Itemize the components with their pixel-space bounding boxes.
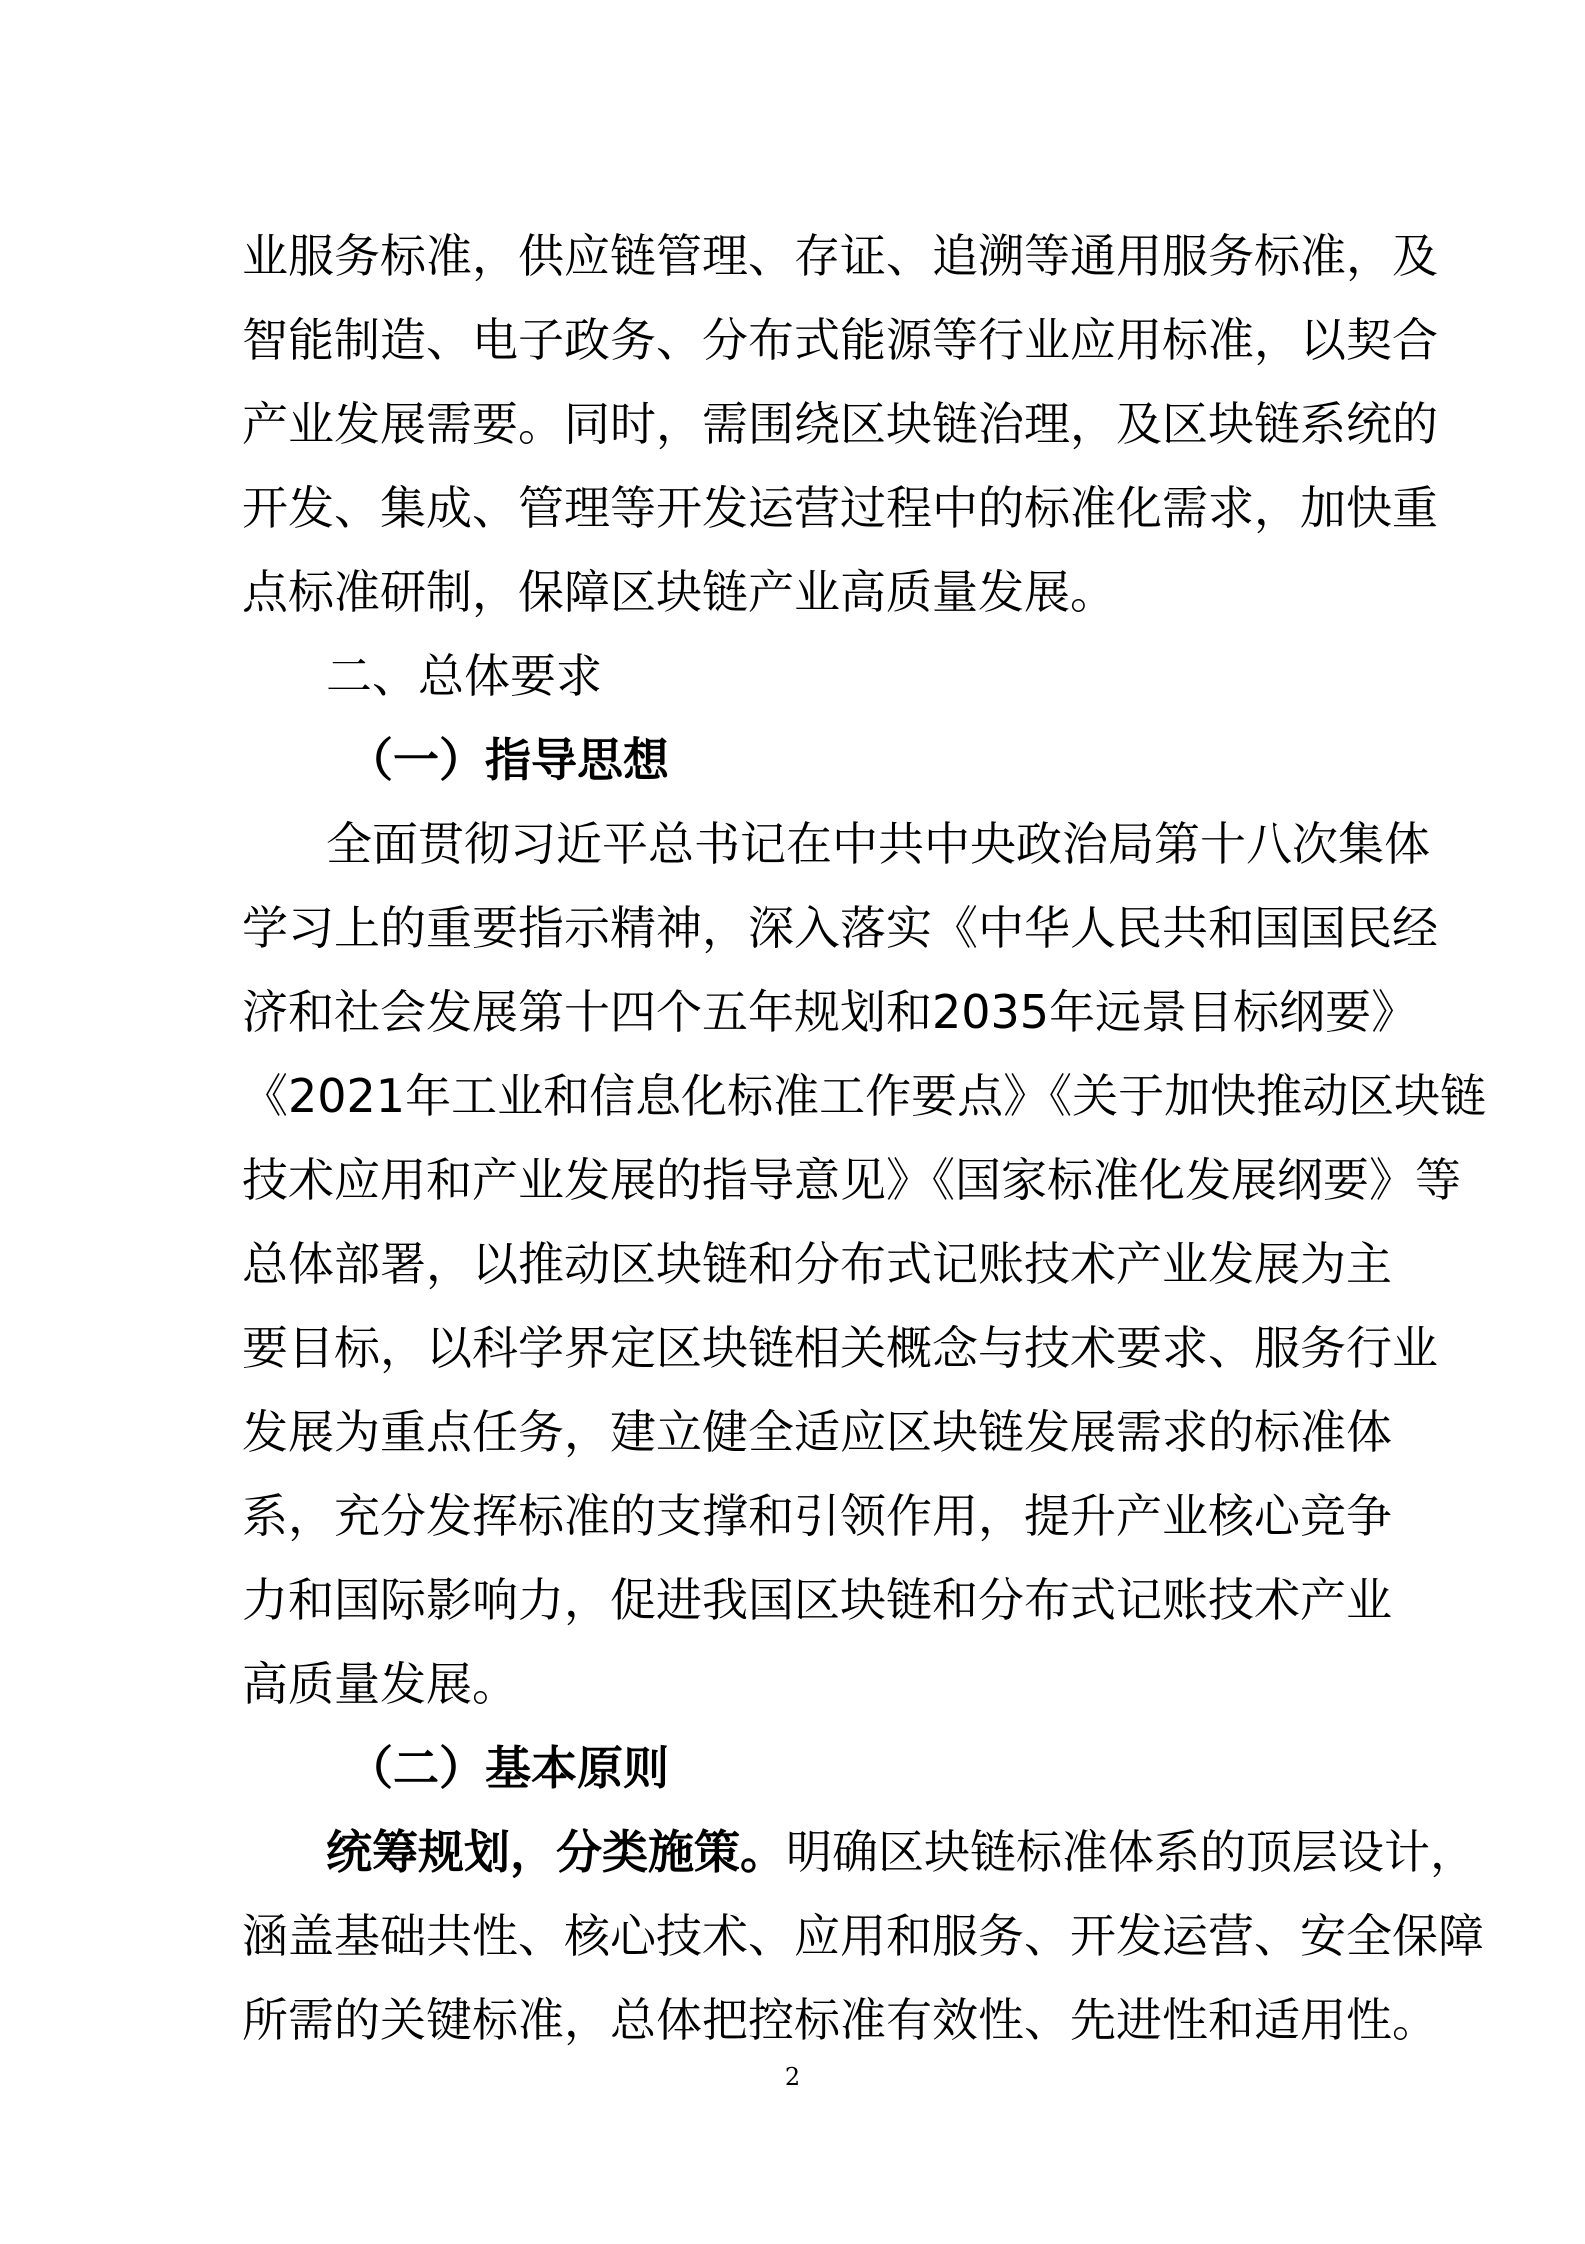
paragraph-line: 业服务标准，供应链管理、存证、追溯等通用服务标准，及	[242, 229, 1438, 283]
principle-text: 明确区块链标准体系的顶层设计，	[786, 1825, 1476, 1879]
paragraph-line: 点标准研制，保障区块链产业高质量发展。	[242, 565, 1116, 619]
paragraph-line: 高质量发展。	[242, 1657, 518, 1711]
paragraph-line: 开发、集成、管理等开发运营过程中的标准化需求，加快重	[242, 481, 1438, 535]
subsection-heading: （二）基本原则	[347, 1741, 669, 1795]
paragraph-line: 学习上的重要指示精神，深入落实《中华人民共和国国民经	[242, 901, 1438, 955]
page-number: 2	[784, 2063, 801, 2091]
paragraph-line: 智能制造、电子政务、分布式能源等行业应用标准，以契合	[242, 313, 1438, 367]
paragraph-line: 系，充分发挥标准的支撑和引领作用，提升产业核心竞争	[242, 1489, 1392, 1543]
paragraph-line: 总体部署，以推动区块链和分布式记账技术产业发展为主	[242, 1237, 1392, 1291]
paragraph-line: 产业发展需要。同时，需围绕区块链治理，及区块链系统的	[242, 397, 1438, 451]
paragraph-line	[326, 1810, 1476, 1894]
paragraph-line: 技术应用和产业发展的指导意见》《国家标准化发展纲要》等	[242, 1153, 1461, 1207]
paragraph-line: 《2021年工业和信息化标准工作要点》《关于加快推动区块链	[242, 1069, 1487, 1123]
paragraph-line: 要目标，以科学界定区块链相关概念与技术要求、服务行业	[242, 1321, 1438, 1375]
paragraph-line: 力和国际影响力，促进我国区块链和分布式记账技术产业	[242, 1573, 1392, 1627]
section-heading: 二、总体要求	[326, 649, 602, 703]
paragraph-line: 全面贯彻习近平总书记在中共中央政治局第十八次集体	[326, 817, 1430, 871]
paragraph-line: 发展为重点任务，建立健全适应区块链发展需求的标准体	[242, 1405, 1392, 1459]
principle-lead: 统筹规划，分类施策。	[326, 1825, 786, 1879]
paragraph-line: 涵盖基础共性、核心技术、应用和服务、开发运营、安全保障	[242, 1909, 1484, 1963]
paragraph-line: 济和社会发展第十四个五年规划和2035年远景目标纲要》	[242, 985, 1418, 1039]
subsection-heading: （一）指导思想	[347, 733, 669, 787]
paragraph-line: 所需的关键标准，总体把控标准有效性、先进性和适用性。	[242, 1993, 1438, 2047]
